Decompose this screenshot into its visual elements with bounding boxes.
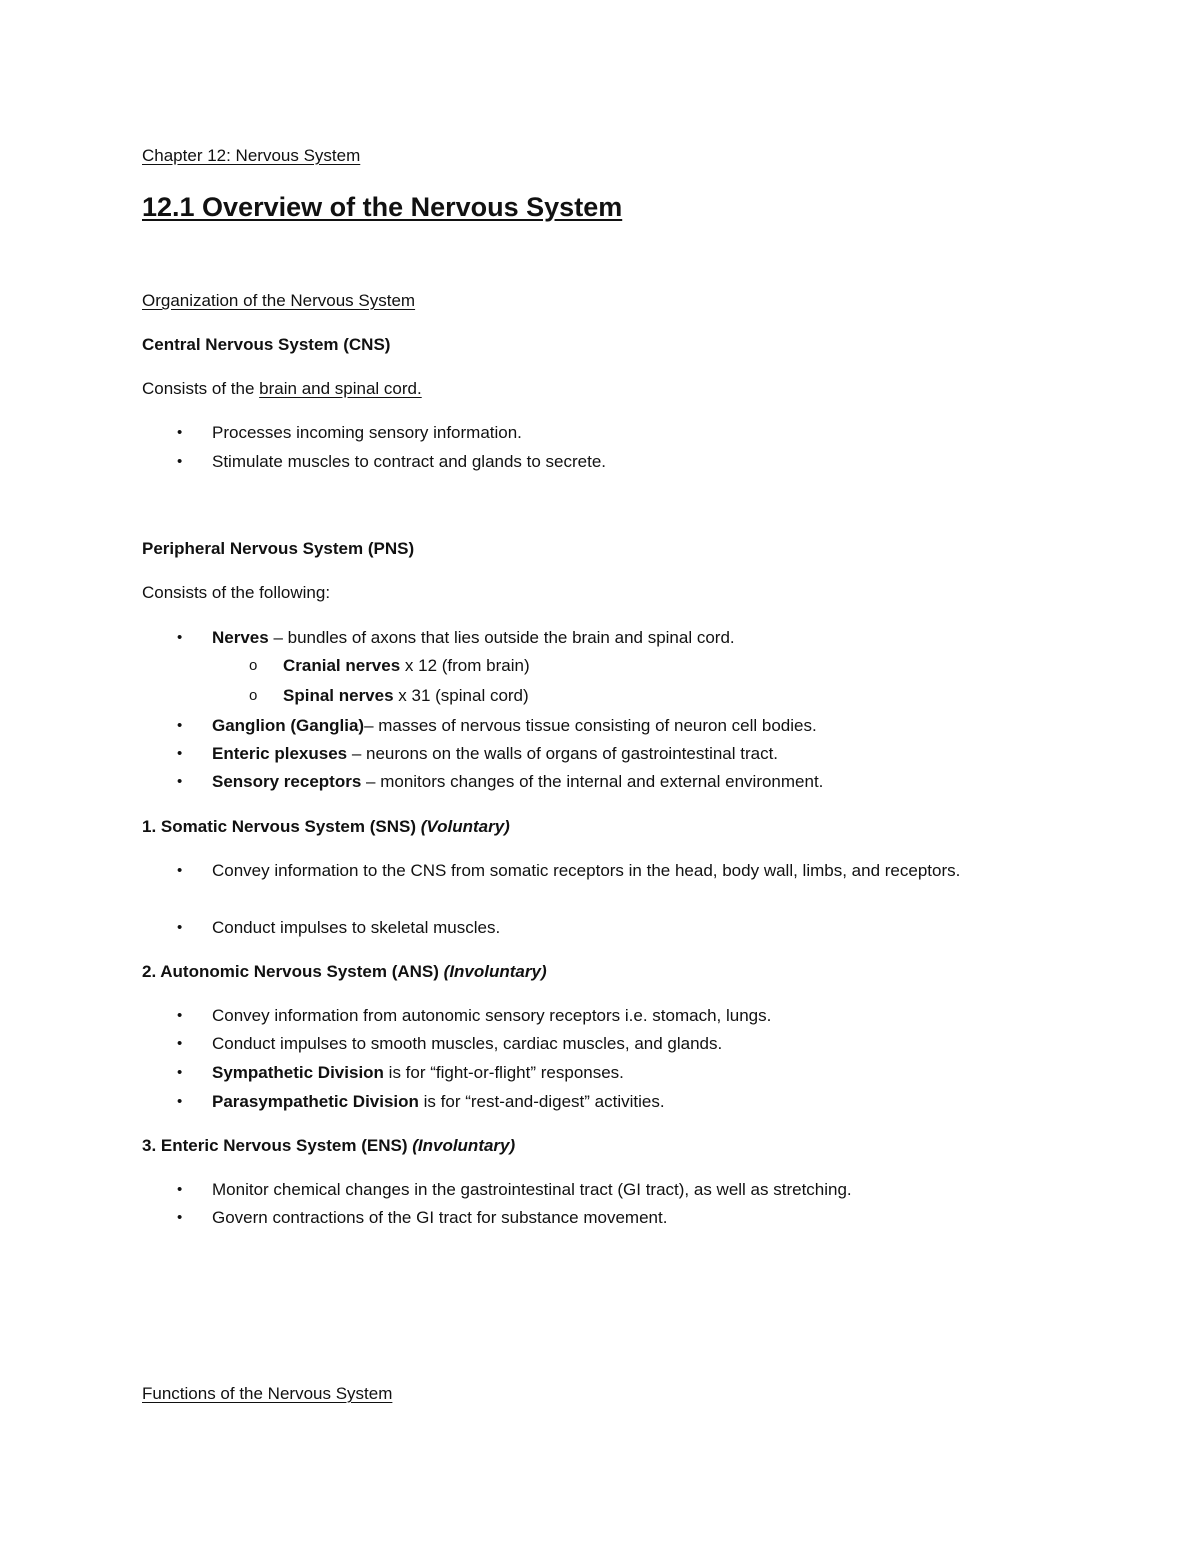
bullet-icon: • — [177, 862, 183, 879]
bullet-icon: • — [177, 745, 183, 762]
ens-heading — [142, 1135, 515, 1157]
sns-heading — [142, 816, 510, 838]
sympathetic-desc: is for “fight-or-flight” responses. — [383, 1063, 624, 1082]
bullet-icon: • — [177, 453, 183, 470]
ens-item-1: Monitor chemical changes in the gastrointestinal tract (GI tract), as well as stretching. — [212, 1180, 852, 1199]
pns-subitem-spinal — [283, 685, 529, 707]
spinal-desc: x 31 (spinal cord) — [393, 686, 529, 705]
pns-item-ganglion — [212, 712, 1012, 740]
pns-subitem-cranial — [283, 655, 530, 677]
sub-bullet-icon: o — [249, 687, 258, 704]
ans-qualifier: (Involuntary) — [443, 962, 547, 981]
ens-heading-text: 3. Enteric Nervous System (ENS) — [142, 1136, 413, 1155]
bullet-icon: • — [177, 1093, 183, 1110]
ans-item-parasympathetic — [212, 1088, 1012, 1116]
bullet-icon: • — [177, 717, 183, 734]
bullet-icon: • — [177, 629, 183, 646]
cranial-desc: x 12 (from brain) — [400, 656, 530, 675]
bullet-icon: • — [177, 1007, 183, 1024]
sns-item-2: Conduct impulses to skeletal muscles. — [212, 918, 501, 937]
ans-heading — [142, 961, 547, 983]
ans-heading-text: 2. Autonomic Nervous System (ANS) — [142, 962, 444, 981]
cranial-term: Cranial nerves — [283, 656, 401, 675]
pns-consists: Consists of the following: — [142, 583, 331, 602]
sympathetic-term: Sympathetic Division — [212, 1063, 384, 1082]
sensory-term: Sensory receptors — [212, 772, 362, 791]
ans-item-sympathetic — [212, 1059, 1012, 1087]
ens-item-2: Govern contractions of the GI tract for substance movement. — [212, 1208, 668, 1227]
bullet-icon: • — [177, 1209, 183, 1226]
cns-consists-underlined: brain and spinal cord. — [259, 379, 422, 398]
bullet-icon: • — [177, 1064, 183, 1081]
ganglion-desc: – masses of nervous tissue consisting of neuron cell bodies. — [364, 716, 817, 735]
sns-qualifier: (Voluntary) — [420, 817, 510, 836]
bullet-icon: • — [177, 1181, 183, 1198]
enteric-term: Enteric plexuses — [212, 744, 348, 763]
cns-item-1: Processes incoming sensory information. — [212, 423, 522, 442]
organization-heading: Organization of the Nervous System — [142, 291, 416, 310]
bullet-icon: • — [177, 919, 183, 936]
ans-item-1: Convey information from autonomic sensory receptors i.e. stomach, lungs. — [212, 1006, 772, 1025]
chapter-title: Chapter 12: Nervous System — [142, 146, 361, 165]
ens-qualifier: (Involuntary) — [412, 1136, 516, 1155]
sns-item-1: Convey information to the CNS from somatic receptors in the head, body wall, limbs, and receptors. — [212, 861, 961, 880]
spinal-term: Spinal nerves — [283, 686, 394, 705]
parasympathetic-term: Parasympathetic Division — [212, 1092, 419, 1111]
nerves-desc: – bundles of axons that lies outside the brain and spinal cord. — [268, 628, 735, 647]
section-title: 12.1 Overview of the Nervous System — [142, 192, 623, 222]
enteric-desc: – neurons on the walls of organs of gastrointestinal tract. — [347, 744, 779, 763]
bullet-icon: • — [177, 773, 183, 790]
bullet-icon: • — [177, 424, 183, 441]
functions-heading: Functions of the Nervous System — [142, 1384, 393, 1403]
cns-consists — [142, 378, 422, 400]
bullet-icon: • — [177, 1035, 183, 1052]
sub-bullet-icon: o — [249, 657, 258, 674]
cns-heading: Central Nervous System (CNS) — [142, 335, 391, 354]
pns-item-sensory — [212, 768, 1012, 796]
ganglion-term: Ganglion (Ganglia) — [212, 716, 365, 735]
pns-item-nerves — [212, 624, 1012, 652]
pns-heading: Peripheral Nervous System (PNS) — [142, 539, 415, 558]
cns-consists-prefix: Consists of the — [142, 379, 260, 398]
nerves-term: Nerves — [212, 628, 269, 647]
ans-item-2: Conduct impulses to smooth muscles, cardiac muscles, and glands. — [212, 1034, 723, 1053]
parasympathetic-desc: is for “rest-and-digest” activities. — [418, 1092, 665, 1111]
sensory-desc: – monitors changes of the internal and external environment. — [361, 772, 824, 791]
cns-item-2: Stimulate muscles to contract and glands to secrete. — [212, 452, 607, 471]
pns-item-enteric — [212, 740, 1012, 768]
sns-heading-text: 1. Somatic Nervous System (SNS) — [142, 817, 421, 836]
